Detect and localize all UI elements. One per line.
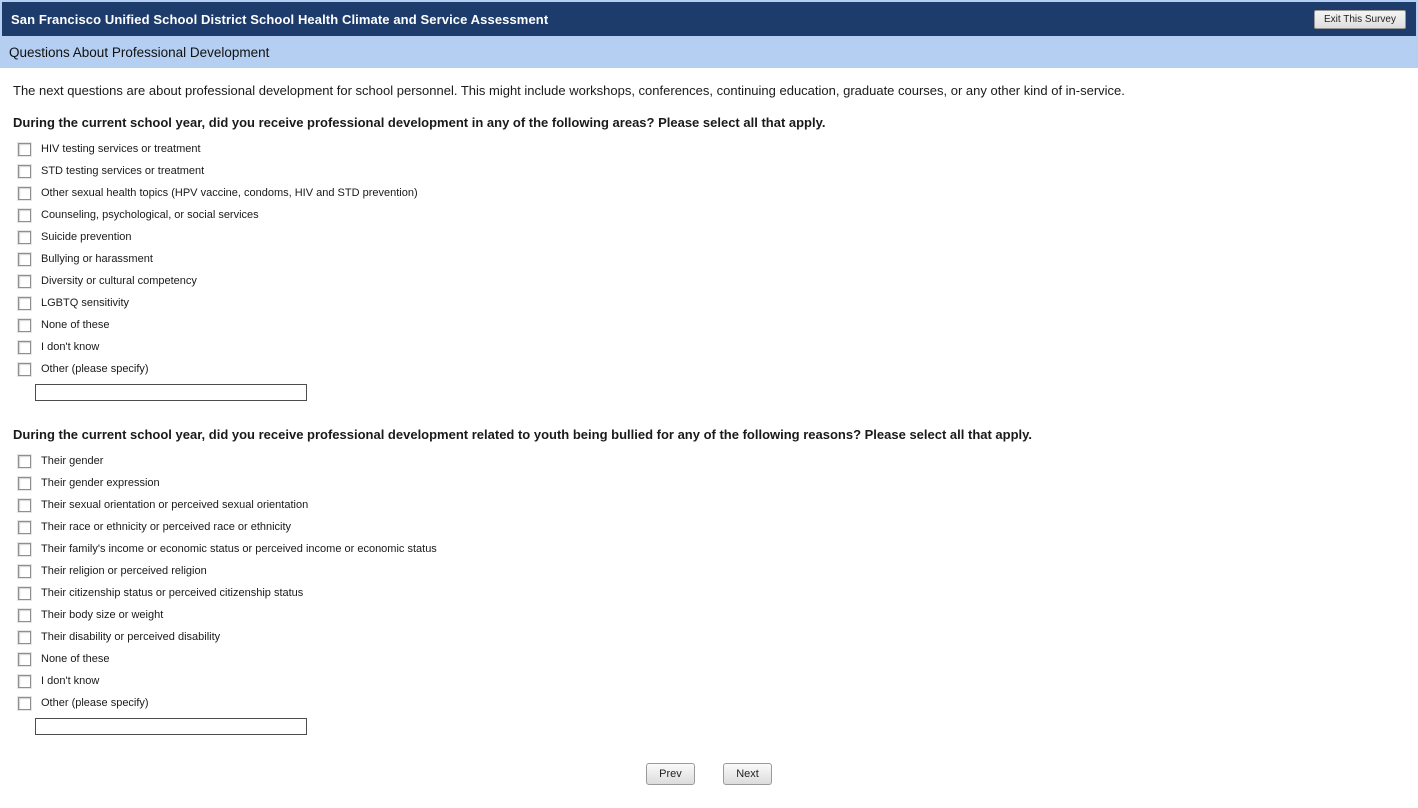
checkbox-option[interactable] (13, 604, 1405, 626)
checkbox-option[interactable] (13, 204, 1405, 226)
checkbox-option[interactable] (13, 582, 1405, 604)
checkbox-option-label: Their race or ethnicity or perceived race or ethnicity (41, 521, 292, 533)
checkbox-option-label: Bullying or harassment (41, 253, 153, 265)
checkbox-option-label: Their family's income or economic status or perceived income or economic status (41, 543, 437, 555)
prev-button[interactable]: Prev (646, 763, 695, 785)
survey-title: San Francisco Unified School District School Health Climate and Service Assessment (11, 11, 549, 27)
exit-survey-button[interactable]: Exit This Survey (1314, 10, 1406, 29)
title-bar (2, 2, 1416, 36)
checkbox-option-label: Their gender (41, 455, 104, 467)
intro-text: The next questions are about professional development for school personnel. This might include workshops, conferences, continuing education, graduate courses, or any other kind of in-service. (13, 83, 1125, 98)
survey-content (0, 68, 1418, 805)
header (0, 0, 1418, 36)
checkbox[interactable] (18, 675, 31, 688)
checkbox[interactable] (18, 631, 31, 644)
checkbox-option[interactable] (13, 648, 1405, 670)
other-specify-input[interactable] (35, 718, 307, 735)
checkbox[interactable] (18, 587, 31, 600)
checkbox-option[interactable] (13, 560, 1405, 582)
checkbox-option-label: None of these (41, 653, 110, 665)
checkbox[interactable] (18, 297, 31, 310)
checkbox-option-label: Their disability or perceived disability (41, 631, 221, 643)
checkbox-option[interactable] (13, 226, 1405, 248)
checkbox[interactable] (18, 187, 31, 200)
section-title: Questions About Professional Development (9, 44, 270, 60)
checkbox-option-label: None of these (41, 319, 110, 331)
checkbox-option-label: Suicide prevention (41, 231, 132, 243)
checkbox-option[interactable] (13, 516, 1405, 538)
checkbox-option[interactable] (13, 626, 1405, 648)
checkbox-option-label: Their religion or perceived religion (41, 565, 207, 577)
checkbox-option-label: I don't know (41, 341, 100, 353)
checkbox[interactable] (18, 499, 31, 512)
checkbox[interactable] (18, 231, 31, 244)
checkbox-option-label: Diversity or cultural competency (41, 275, 197, 287)
checkbox-option[interactable] (13, 358, 1405, 380)
checkbox-option[interactable] (13, 248, 1405, 270)
checkbox[interactable] (18, 143, 31, 156)
checkbox-option[interactable] (13, 494, 1405, 516)
checkbox[interactable] (18, 165, 31, 178)
checkbox-option-list (13, 138, 1405, 380)
checkbox-option[interactable] (13, 538, 1405, 560)
question-prompt: During the current school year, did you receive professional development related to youth being bullied for any of the following reasons? Please select all that apply. (13, 427, 1033, 442)
checkbox-option[interactable] (13, 160, 1405, 182)
checkbox[interactable] (18, 209, 31, 222)
checkbox-option[interactable] (13, 336, 1405, 358)
checkbox[interactable] (18, 477, 31, 490)
checkbox-option-label: Their gender expression (41, 477, 160, 489)
checkbox[interactable] (18, 653, 31, 666)
checkbox-option-label: Their body size or weight (41, 609, 164, 621)
checkbox[interactable] (18, 543, 31, 556)
page-section-bar (0, 36, 1418, 68)
checkbox-option[interactable] (13, 270, 1405, 292)
nav-buttons (13, 763, 1405, 805)
checkbox-option-list (13, 450, 1405, 714)
question-prompt: During the current school year, did you receive professional development in any of the following areas? Please select all that apply. (13, 115, 826, 130)
checkbox-option[interactable] (13, 138, 1405, 160)
checkbox-option[interactable] (13, 314, 1405, 336)
checkbox[interactable] (18, 609, 31, 622)
checkbox-option[interactable] (13, 670, 1405, 692)
checkbox-option-label: Their sexual orientation or perceived sexual orientation (41, 499, 309, 511)
checkbox[interactable] (18, 455, 31, 468)
question-block-2 (13, 427, 1405, 735)
checkbox[interactable] (18, 341, 31, 354)
checkbox-option-label: Counseling, psychological, or social services (41, 209, 259, 221)
other-specify-input[interactable] (35, 384, 307, 401)
checkbox-option-label: Other sexual health topics (HPV vaccine, condoms, HIV and STD prevention) (41, 187, 418, 199)
checkbox-option-label: I don't know (41, 675, 100, 687)
checkbox-option[interactable] (13, 692, 1405, 714)
checkbox[interactable] (18, 253, 31, 266)
checkbox[interactable] (18, 521, 31, 534)
checkbox-option[interactable] (13, 182, 1405, 204)
checkbox-option[interactable] (13, 472, 1405, 494)
checkbox-option-label: Other (please specify) (41, 697, 149, 709)
checkbox-option[interactable] (13, 450, 1405, 472)
checkbox[interactable] (18, 319, 31, 332)
checkbox-option-label: Their citizenship status or perceived citizenship status (41, 587, 304, 599)
checkbox-option-label: STD testing services or treatment (41, 165, 205, 177)
checkbox-option-label: LGBTQ sensitivity (41, 297, 130, 309)
question-block-1 (13, 115, 1405, 401)
checkbox-option-label: HIV testing services or treatment (41, 143, 201, 155)
checkbox[interactable] (18, 697, 31, 710)
checkbox-option-label: Other (please specify) (41, 363, 149, 375)
checkbox[interactable] (18, 565, 31, 578)
next-button[interactable]: Next (723, 763, 772, 785)
checkbox[interactable] (18, 363, 31, 376)
checkbox-option[interactable] (13, 292, 1405, 314)
checkbox[interactable] (18, 275, 31, 288)
